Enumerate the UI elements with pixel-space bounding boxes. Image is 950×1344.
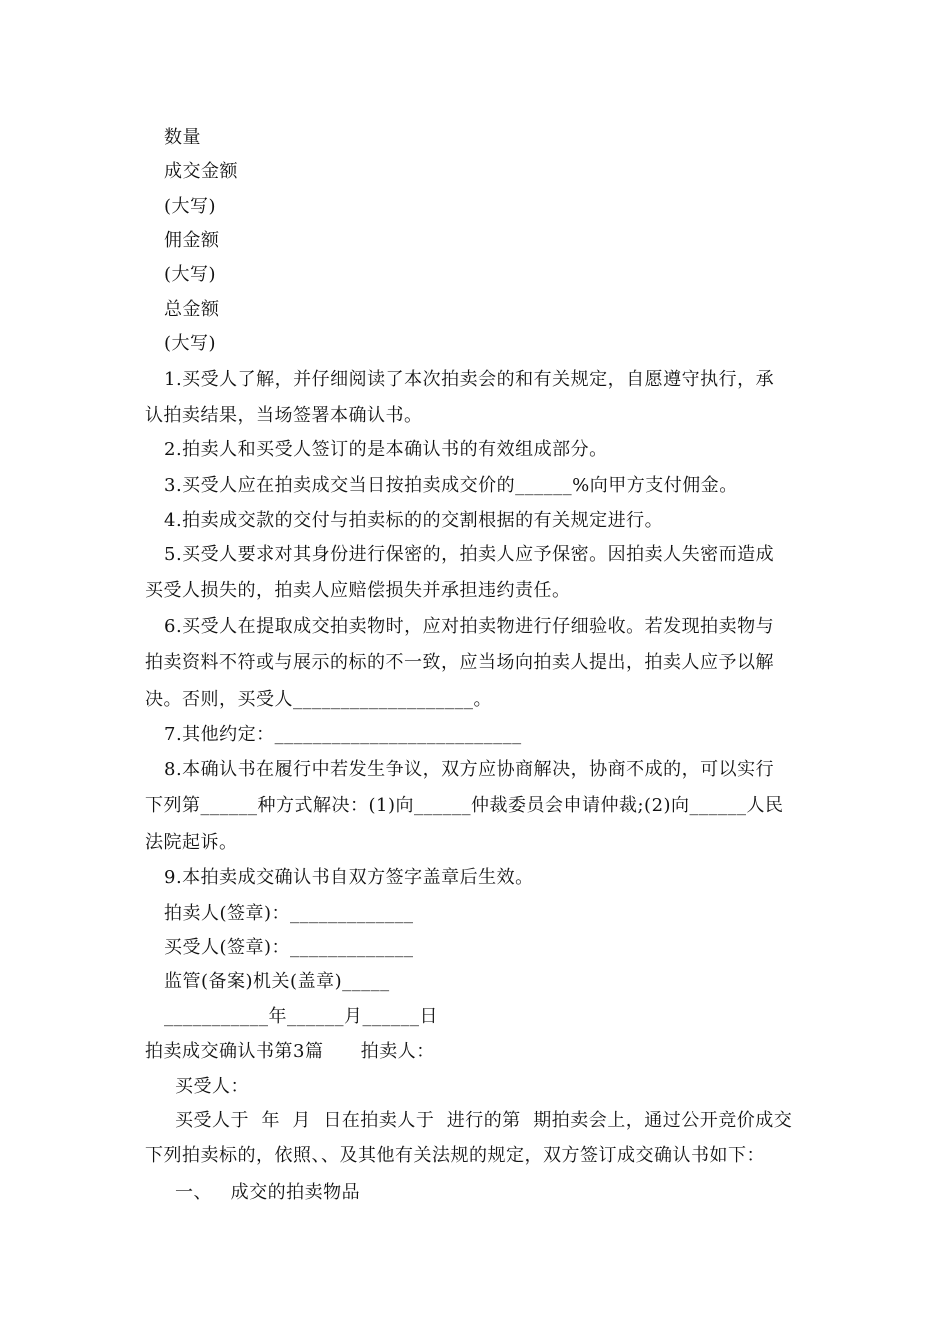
clause-1-line-2: 认拍卖结果，当场签署本确认书。 (145, 405, 423, 426)
text-line-uppercase-1: (大写) (164, 196, 217, 217)
section-3-heading: 拍卖成交确认书第3篇 拍卖人： (145, 1041, 435, 1062)
clause-8-line-3: 法院起诉。 (145, 832, 238, 853)
auctioneer-signature: 拍卖人(签章)：_____________ (164, 903, 414, 924)
date-line: ___________年______月______日 (164, 1006, 438, 1027)
text-line-commission: 佣金额 (164, 230, 220, 251)
text-line-quantity: 数量 (164, 127, 201, 148)
clause-3: 3.买受人应在拍卖成交当日按拍卖成交价的______%向甲方支付佣金。 (164, 475, 738, 496)
clause-6-line-1: 6.买受人在提取成交拍卖物时，应对拍卖物进行仔细验收。若发现拍卖物与 (164, 616, 775, 637)
clause-7: 7.其他约定：__________________________ (164, 724, 522, 745)
clause-8-line-1: 8.本确认书在履行中若发生争议，双方应协商解决，协商不成的，可以实行 (164, 759, 775, 780)
text-line-deal-amount: 成交金额 (164, 161, 238, 182)
clause-6-line-2: 拍卖资料不符或与展示的标的不一致，应当场向拍卖人提出，拍卖人应予以解 (145, 652, 774, 673)
clause-5-line-1: 5.买受人要求对其身份进行保密的，拍卖人应予保密。因拍卖人失密而造成 (164, 544, 775, 565)
buyer-label: 买受人： (175, 1076, 249, 1097)
supervisor-seal: 监管(备案)机关(盖章)_____ (164, 971, 390, 992)
clause-2: 2.拍卖人和买受人签订的是本确认书的有效组成部分。 (164, 439, 608, 460)
intro-line-2: 下列拍卖标的，依照、、及其他有关法规的规定，双方签订成交确认书如下： (145, 1145, 765, 1166)
clause-6-line-3: 决。否则，买受人___________________。 (145, 689, 492, 710)
buyer-signature: 买受人(签章)：_____________ (164, 937, 414, 958)
text-line-total: 总金额 (164, 299, 220, 320)
clause-5-line-2: 买受人损失的，拍卖人应赔偿损失并承担违约责任。 (145, 580, 571, 601)
clause-1-line-1: 1.买受人了解，并仔细阅读了本次拍卖会的和有关规定，自愿遵守执行，承 (164, 369, 775, 390)
text-line-uppercase-2: (大写) (164, 264, 217, 285)
intro-line-1: 买受人于 年 月 日在拍卖人于 进行的第 期拍卖会上，通过公开竞价成交 (175, 1110, 793, 1131)
clause-9: 9.本拍卖成交确认书自双方签字盖章后生效。 (164, 867, 534, 888)
clause-4: 4.拍卖成交款的交付与拍卖标的的交割根据的有关规定进行。 (164, 510, 664, 531)
section-item-1: 一、 成交的拍卖物品 (175, 1182, 361, 1203)
clause-8-line-2: 下列第______种方式解决：(1)向______仲裁委员会申请仲裁;(2)向______人民 (145, 795, 784, 816)
text-line-uppercase-3: (大写) (164, 333, 217, 354)
